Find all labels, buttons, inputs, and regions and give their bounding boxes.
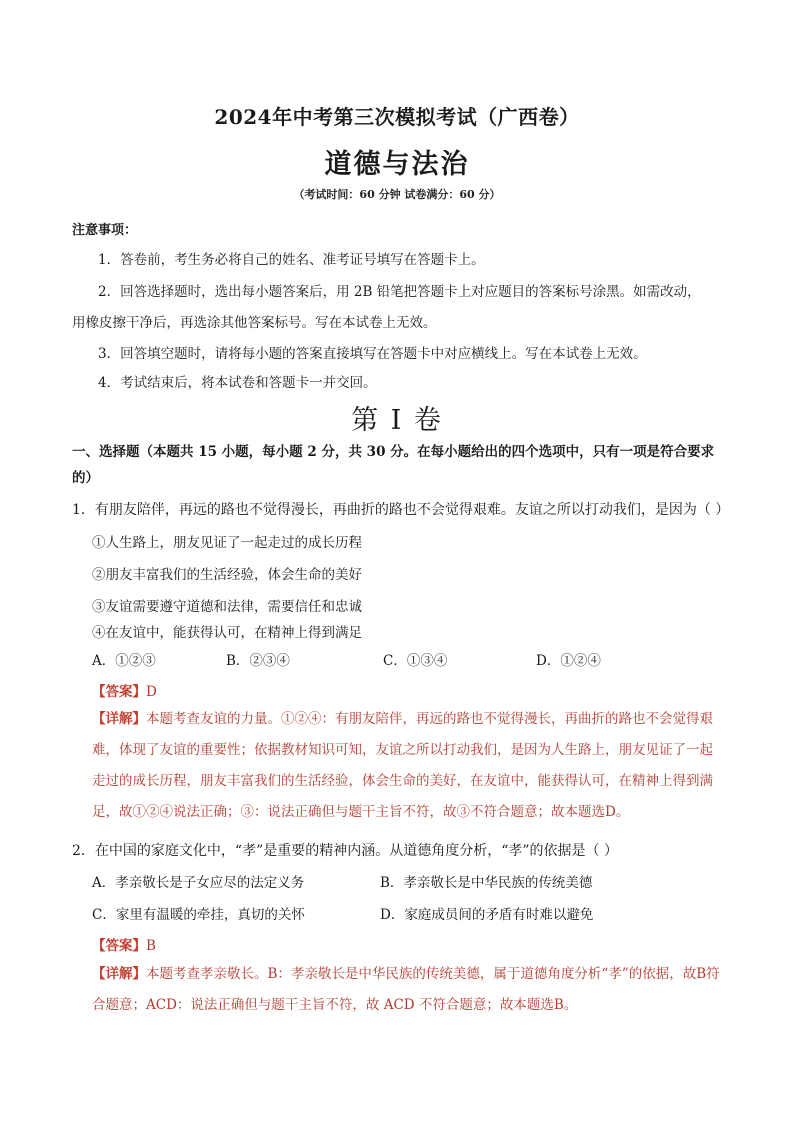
detail-text: 本题考查友谊的力量。①②④：有朋友陪伴，再远的路也不觉得漫长，再曲折的路也不会觉得艰难，体现了友谊的重要性；依据教材知识可知，友谊之所以打动我们，是因为人生路上，朋友见证了一起走过的成长历程，朋友丰富我们的生活经验，体会生命的美好，在友谊中，能获得认可，在精神上得到满足，故①②④说法正确；③：说法正确但与题干主旨不符，故③不符合题意；故本题选D。 (92, 711, 713, 820)
answer-value: B (146, 938, 156, 954)
answer-value: D (146, 684, 157, 700)
detail-text: 本题考查孝亲敬长。B：孝亲敬长是中华民族的传统美德，属于道德角度分析“孝”的依据，故B符合题意；ACD：说法正确但与题干主旨不符，故 ACD 不符合题意；故本题选B。 (92, 966, 720, 1013)
question-2-choice-a: A．孝亲敬长是子女应尽的法定义务 (92, 875, 305, 891)
question-1-statement-3: ③友谊需要遵守道德和法律，需要信任和忠诚 (92, 599, 362, 615)
question-1-statement-4: ④在友谊中，能获得认可，在精神上得到满足 (92, 625, 362, 641)
notice-heading: 注意事项： (72, 223, 138, 238)
question-2-choice-b: B．孝亲敬长是中华民族的传统美德 (380, 875, 593, 891)
question-1-statement-2: ②朋友丰富我们的生活经验，体会生命的美好 (92, 567, 362, 583)
notice-item-4: 4．考试结束后，将本试卷和答题卡一并交回。 (98, 375, 377, 391)
detail-label: 【详解】 (92, 966, 146, 982)
answer-label: 【答案】 (92, 938, 146, 954)
question-2-detail (92, 959, 724, 1021)
notice-item-1: 1．答卷前，考生务必将自己的姓名、准考证号填写在答题卡上。 (98, 252, 485, 268)
question-1-choice-d: D．①②④ (536, 653, 601, 669)
question-2-answer (92, 934, 156, 954)
section-title: 第 I 卷 (351, 405, 443, 436)
question-2-choice-d: D．家庭成员间的矛盾有时难以避免 (380, 907, 594, 923)
question-1-choice-a: A．①②③ (92, 653, 156, 669)
notice-item-2-line-2: 用橡皮擦干净后，再选涂其他答案标号。写在本试卷上无效。 (72, 315, 437, 331)
question-2-stem: 2．在中国的家庭文化中，“孝”是重要的精神内涵。从道德角度分析，“孝”的依据是（ ） (72, 843, 618, 859)
answer-label: 【答案】 (92, 684, 146, 700)
exam-title: 2024年中考第三次模拟考试（广西卷） (214, 105, 580, 129)
question-1-answer (92, 680, 157, 700)
question-2-choice-c: C．家里有温暖的牵挂，真切的关怀 (92, 907, 305, 923)
section-heading: 一、选择题（本题共 15 小题，每小题 2 分，共 30 分。在每小题给出的四个选项中，只有一项是符合要求的） (72, 444, 715, 486)
question-1-statement-1: ①人生路上，朋友见证了一起走过的成长历程 (92, 535, 362, 551)
question-1-choice-c: C．①③④ (383, 653, 448, 669)
notice-item-3: 3．回答填空题时，请将每小题的答案直接填写在答题卡中对应横线上。写在本试卷上无效。 (98, 346, 647, 362)
question-1-stem: 1．有朋友陪伴，再远的路也不觉得漫长，再曲折的路也不会觉得艰难。友谊之所以打动我们，是因为（ ） (72, 502, 730, 518)
exam-meta: （考试时间：60 分钟 试卷满分：60 分） (293, 188, 501, 201)
question-1-detail (92, 704, 724, 828)
subject-title: 道德与法治 (324, 149, 470, 180)
question-1-choice-b: B．②③④ (226, 653, 290, 669)
notice-item-2-line-1: 2．回答选择题时，选出每小题答案后，用 2B 铅笔把答题卡上对应题目的答案标号涂黑。如需改动， (98, 284, 701, 300)
detail-label: 【详解】 (92, 711, 146, 727)
